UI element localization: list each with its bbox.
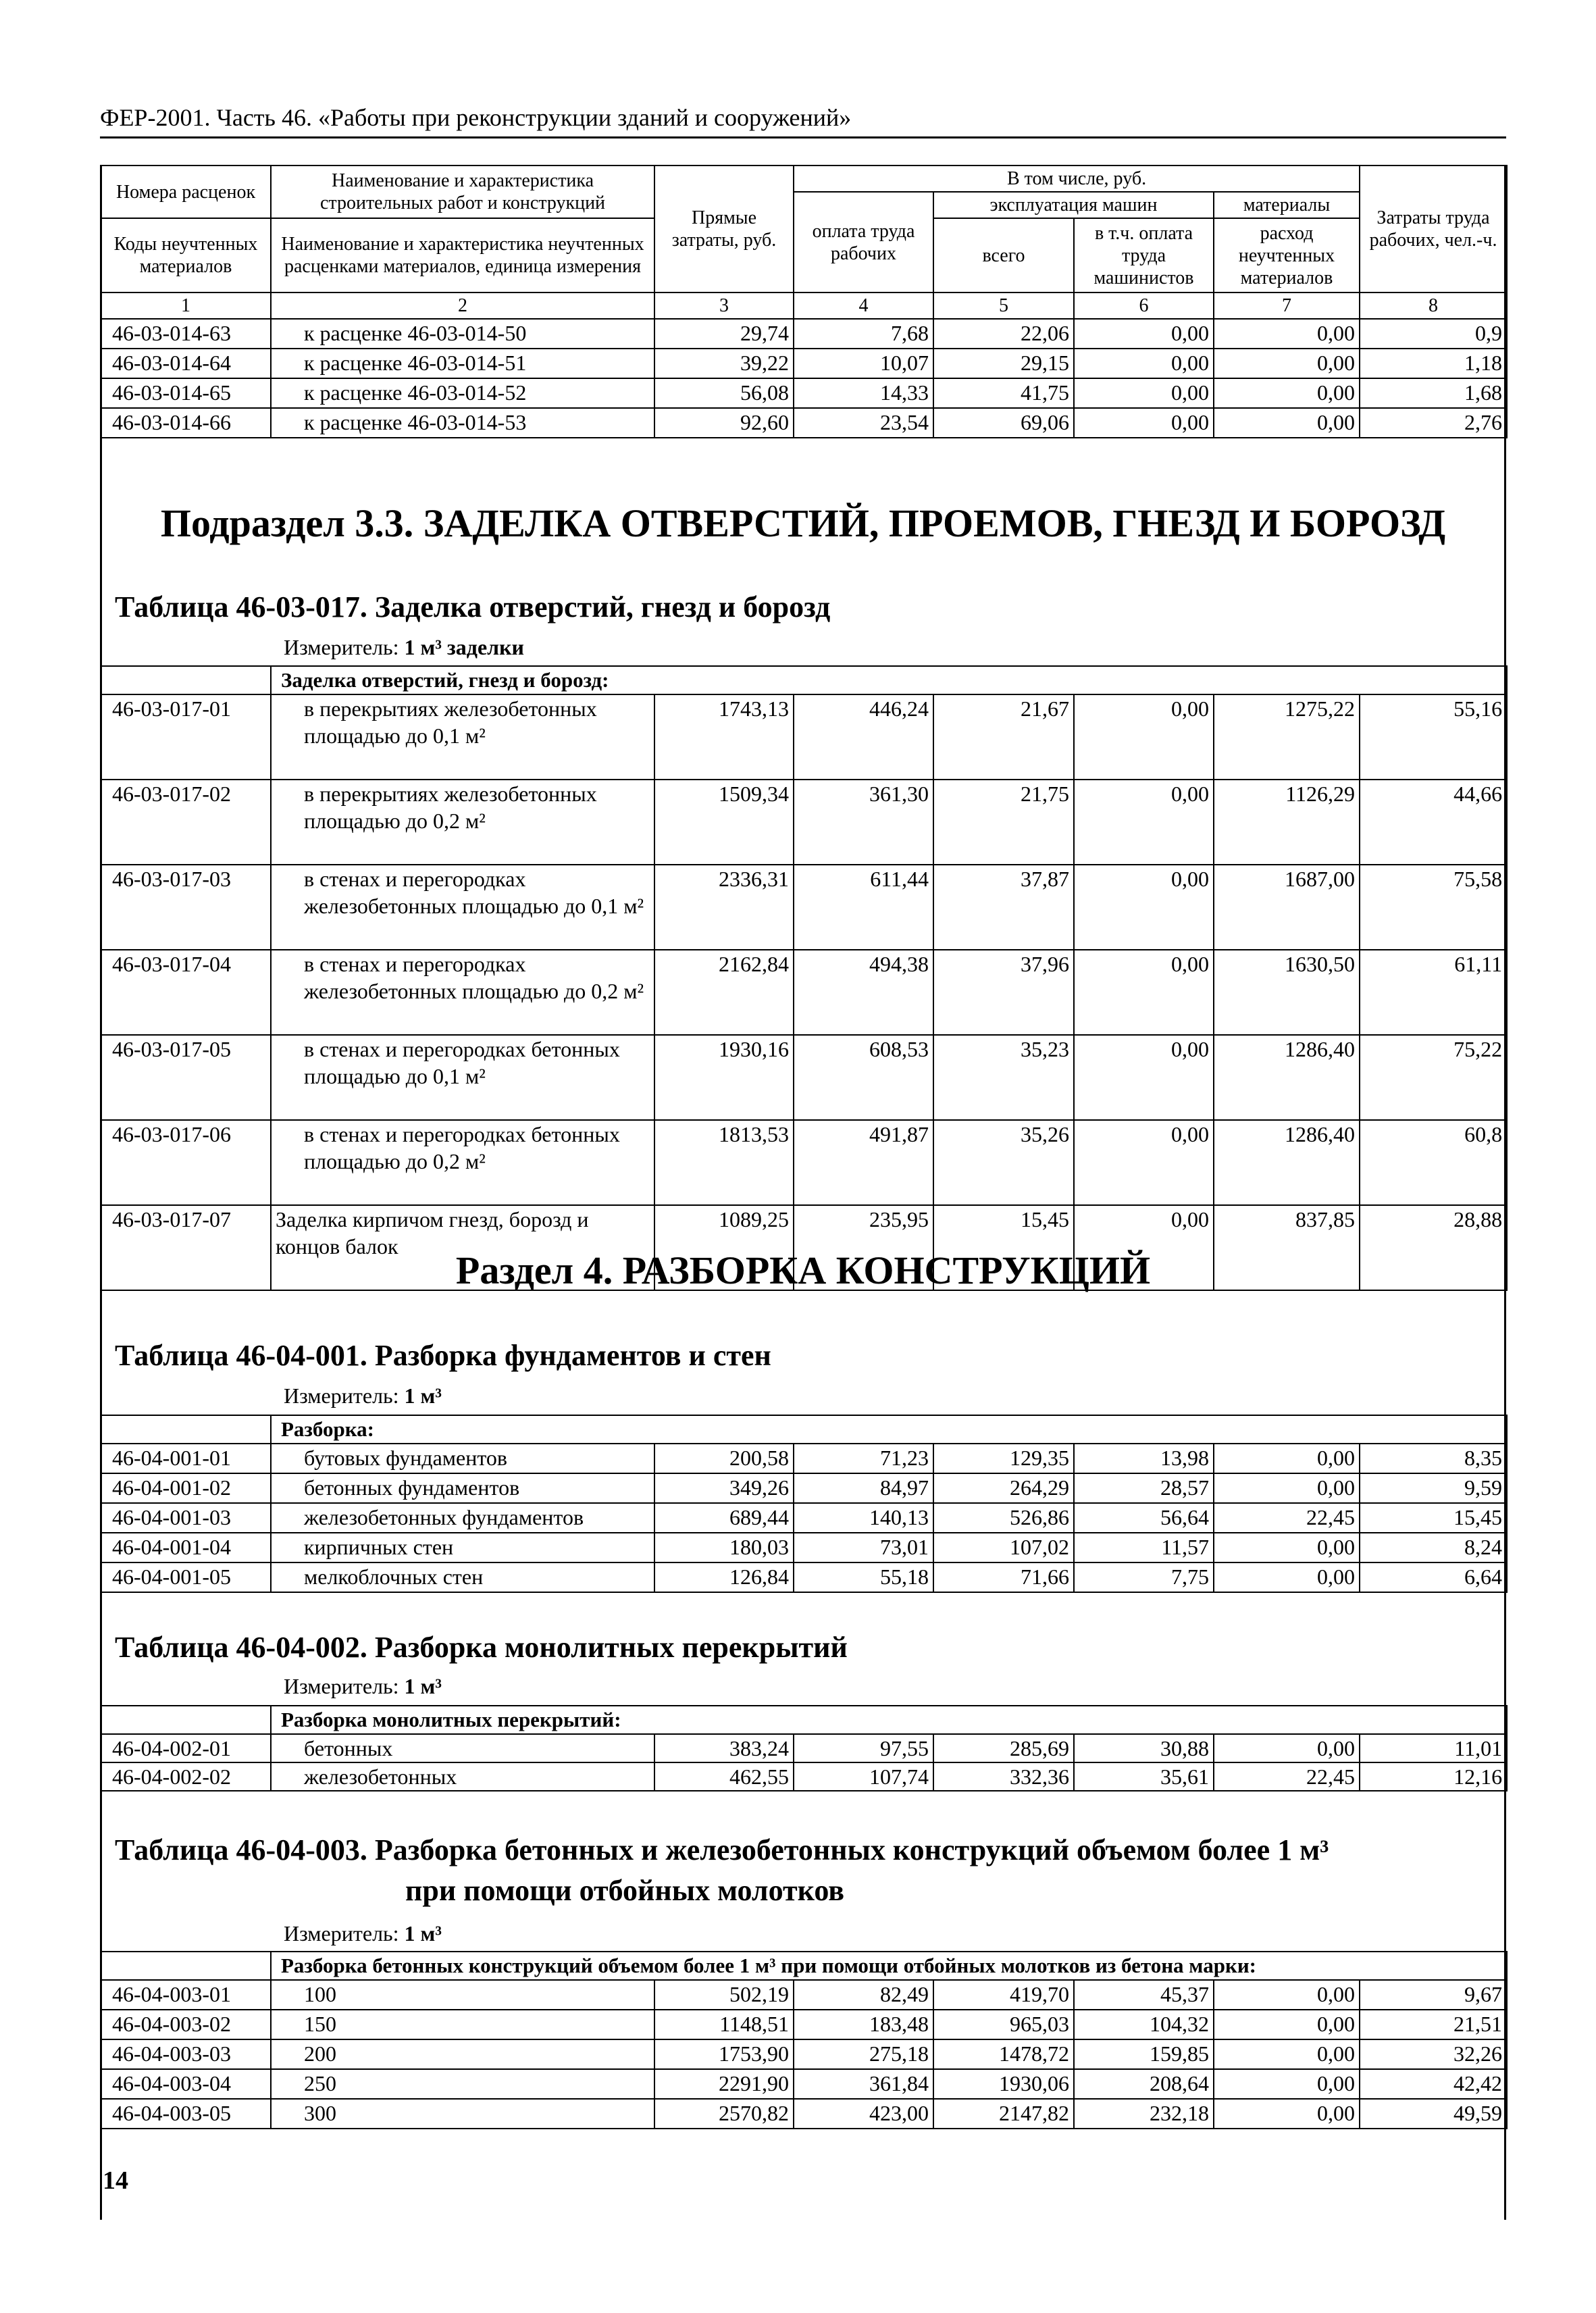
value-cell: 14,33 [794,378,933,408]
table-row [101,950,1507,1035]
value-cell: 526,86 [933,1503,1074,1533]
value-cell: 32,26 [1360,2039,1507,2069]
rate-code: 46-04-003-05 [101,2099,271,2129]
work-name: в стенах и перегородках железобетонных площадью до 0,1 м² [271,865,654,950]
rate-code: 46-04-003-01 [101,1980,271,2010]
measure-label: Измеритель: [284,1383,399,1408]
value-cell: 11,57 [1074,1533,1214,1562]
value-cell: 0,00 [1074,694,1214,780]
value-cell: 129,35 [933,1444,1074,1473]
group-label: Разборка бетонных конструкций объемом более 1 м³ при помощи отбойных молотков из бетона марки: [271,1952,1507,1980]
value-cell: 6,64 [1360,1562,1507,1592]
value-cell: 361,84 [794,2069,933,2099]
table-title-46-03-017: Таблица 46-03-017. Заделка отверстий, гнезд и борозд [115,590,831,624]
rate-code: 46-03-017-04 [101,950,271,1035]
value-cell: 9,67 [1360,1980,1507,2010]
table-row [101,2069,1507,2099]
table-row [101,1120,1507,1205]
rates-table-46-04-002 [100,1705,1508,1791]
work-name: в стенах и перегородках железобетонных площадью до 0,2 м² [271,950,654,1035]
value-cell: 159,85 [1074,2039,1214,2069]
rate-code: 46-03-017-01 [101,694,271,780]
value-cell: 1930,06 [933,2069,1074,2099]
col-number: 1 [101,293,271,319]
work-name: бутовых фундаментов [271,1444,654,1473]
col-number: 6 [1074,293,1214,319]
value-cell: 44,66 [1360,780,1507,865]
value-cell: 82,49 [794,1980,933,2010]
table-row [101,865,1507,950]
table-row [101,1980,1507,2010]
work-name: кирпичных стен [271,1533,654,1562]
col-labor-pay: оплата труда рабочих [794,192,933,293]
value-cell: 0,00 [1074,378,1214,408]
col-number: 2 [271,293,654,319]
value-cell: 0,00 [1074,1035,1214,1120]
col-labor-cost: Затраты труда рабочих, чел.-ч. [1360,166,1507,293]
value-cell: 2147,82 [933,2099,1074,2129]
value-cell: 12,16 [1360,1762,1507,1791]
value-cell: 28,88 [1360,1205,1507,1290]
rate-code: 46-04-001-03 [101,1503,271,1533]
col-number: 3 [654,293,794,319]
value-cell: 71,23 [794,1444,933,1473]
value-cell: 8,24 [1360,1533,1507,1562]
value-cell: 23,54 [794,408,933,438]
value-cell: 611,44 [794,865,933,950]
table-row [101,1503,1507,1533]
value-cell: 361,30 [794,780,933,865]
value-cell: 7,75 [1074,1562,1214,1592]
table-title-46-04-002: Таблица 46-04-002. Разборка монолитных перекрытий [115,1631,848,1664]
table-row [101,1533,1507,1562]
table-row [101,2099,1507,2129]
value-cell: 608,53 [794,1035,933,1120]
value-cell: 446,24 [794,694,933,780]
value-cell: 126,84 [654,1562,794,1592]
col-number: 4 [794,293,933,319]
table-row [101,1444,1507,1473]
value-cell: 1275,22 [1214,694,1360,780]
table-row [101,2039,1507,2069]
value-cell: 140,13 [794,1503,933,1533]
work-name: бетонных [271,1734,654,1762]
col-code-top: Номера расценок [101,166,271,218]
work-name: железобетонных фундаментов [271,1503,654,1533]
work-name: железобетонных [271,1762,654,1791]
value-cell: 55,16 [1360,694,1507,780]
value-cell: 10,07 [794,349,933,378]
value-cell: 1286,40 [1214,1120,1360,1205]
work-name: 250 [271,2069,654,2099]
value-cell: 502,19 [654,1980,794,2010]
work-name: 300 [271,2099,654,2129]
value-cell: 349,26 [654,1473,794,1503]
value-cell: 84,97 [794,1473,933,1503]
section-title-4: Раздел 4. РАЗБОРКА КОНСТРУКЦИЙ [455,1248,1151,1292]
value-cell: 332,36 [933,1762,1074,1791]
table-title-46-04-003: Таблица 46-04-003. Разборка бетонных и железобетонных конструкций объемом более 1 м³ [115,1833,1329,1866]
value-cell: 0,00 [1214,378,1360,408]
rates-table-46-03-017 [100,665,1508,1291]
value-cell: 97,55 [794,1734,933,1762]
value-cell: 60,8 [1360,1120,1507,1205]
value-cell: 1089,25 [654,1205,794,1290]
work-name: мелкоблочных стен [271,1562,654,1592]
value-cell: 13,98 [1074,1444,1214,1473]
value-cell: 0,00 [1214,2069,1360,2099]
col-machines: эксплуатация машин [933,192,1214,218]
value-cell: 383,24 [654,1734,794,1762]
value-cell: 200,58 [654,1444,794,1473]
value-cell: 180,03 [654,1533,794,1562]
value-cell: 0,00 [1214,1562,1360,1592]
value-cell: 689,44 [654,1503,794,1533]
col-number: 7 [1214,293,1360,319]
page-number: 14 [103,2166,128,2195]
rate-code: 46-04-001-05 [101,1562,271,1592]
value-cell: 1478,72 [933,2039,1074,2069]
measure-46-04-001 [284,1382,442,1409]
value-cell: 235,95 [794,1205,933,1290]
value-cell: 22,06 [933,319,1074,349]
rate-code: 46-04-001-01 [101,1444,271,1473]
value-cell: 56,64 [1074,1503,1214,1533]
value-cell: 0,00 [1214,1473,1360,1503]
value-cell: 56,08 [654,378,794,408]
value-cell: 1,68 [1360,378,1507,408]
work-name: к расценке 46-03-014-50 [271,319,654,349]
value-cell: 75,22 [1360,1035,1507,1120]
work-name: 200 [271,2039,654,2069]
value-cell: 264,29 [933,1473,1074,1503]
value-cell: 29,15 [933,349,1074,378]
measure-label: Измеритель: [284,1921,399,1946]
value-cell: 494,38 [794,950,933,1035]
value-cell: 39,22 [654,349,794,378]
value-cell: 2,76 [1360,408,1507,438]
value-cell: 0,00 [1074,349,1214,378]
value-cell: 423,00 [794,2099,933,2129]
table-row [101,1035,1507,1120]
col-materials-sub: расход неучтенных материалов [1214,218,1360,293]
work-name: Заделка кирпичом гнезд, борозд и концов балок [271,1205,654,1290]
table-row [101,1562,1507,1592]
col-incl: В том числе, руб. [794,166,1360,192]
col-name-bottom: Наименование и характеристика неучтенных расценками материалов, единица измерения [271,218,654,293]
value-cell: 0,00 [1214,1533,1360,1562]
col-direct: Прямые затраты, руб. [654,166,794,293]
value-cell: 1743,13 [654,694,794,780]
rate-code: 46-03-017-05 [101,1035,271,1120]
value-cell: 22,45 [1214,1762,1360,1791]
col-number: 5 [933,293,1074,319]
value-cell: 1687,00 [1214,865,1360,950]
page-header: ФЕР-2001. Часть 46. «Работы при реконструкции зданий и сооружений» [100,101,1506,138]
col-machines-total: всего [933,218,1074,293]
value-cell: 35,23 [933,1035,1074,1120]
value-cell: 0,00 [1214,408,1360,438]
table-row [101,2010,1507,2039]
value-cell: 9,59 [1360,1473,1507,1503]
value-cell: 2162,84 [654,950,794,1035]
rate-code: 46-04-002-02 [101,1762,271,1791]
col-number: 8 [1360,293,1507,319]
value-cell: 0,00 [1214,349,1360,378]
value-cell: 0,00 [1074,319,1214,349]
value-cell: 29,74 [654,319,794,349]
value-cell: 0,00 [1214,2010,1360,2039]
value-cell: 491,87 [794,1120,933,1205]
value-cell: 8,35 [1360,1444,1507,1473]
rate-code: 46-03-017-03 [101,865,271,950]
value-cell: 75,58 [1360,865,1507,950]
group-label: Заделка отверстий, гнезд и борозд: [271,666,1507,694]
value-cell: 41,75 [933,378,1074,408]
value-cell: 0,00 [1214,1980,1360,2010]
value-cell: 0,00 [1214,319,1360,349]
rate-code: 46-03-017-06 [101,1120,271,1205]
value-cell: 0,00 [1214,2099,1360,2129]
table-row [101,378,1507,408]
value-cell: 0,00 [1074,408,1214,438]
work-name: в стенах и перегородках бетонных площадью до 0,2 м² [271,1120,654,1205]
value-cell: 22,45 [1214,1503,1360,1533]
col-name-top: Наименование и характеристика строительных работ и конструкций [271,166,654,218]
work-name: к расценке 46-03-014-51 [271,349,654,378]
value-cell: 21,75 [933,780,1074,865]
rate-code: 46-03-014-65 [101,378,271,408]
value-cell: 2291,90 [654,2069,794,2099]
rate-code: 46-03-017-07 [101,1205,271,1290]
rate-code: 46-04-003-02 [101,2010,271,2039]
work-name: к расценке 46-03-014-53 [271,408,654,438]
value-cell: 11,01 [1360,1734,1507,1762]
value-cell: 1148,51 [654,2010,794,2039]
rates-table-014 [100,165,1508,438]
rate-code: 46-03-017-02 [101,780,271,865]
table-title-46-04-001: Таблица 46-04-001. Разборка фундаментов и стен [115,1339,771,1372]
measure-46-04-003 [284,1920,442,1947]
value-cell: 107,02 [933,1533,1074,1562]
value-cell: 1,18 [1360,349,1507,378]
value-cell: 1753,90 [654,2039,794,2069]
value-cell: 49,59 [1360,2099,1507,2129]
table-row [101,780,1507,865]
value-cell: 55,18 [794,1562,933,1592]
value-cell: 2336,31 [654,865,794,950]
value-cell: 1813,53 [654,1120,794,1205]
col-machines-labor: в т.ч. оплата труда машинистов [1074,218,1214,293]
table-row [101,408,1507,438]
value-cell: 232,18 [1074,2099,1214,2129]
value-cell: 42,42 [1360,2069,1507,2099]
rate-code: 46-03-014-66 [101,408,271,438]
work-name: в перекрытиях железобетонных площадью до 0,1 м² [271,694,654,780]
table-row [101,1734,1507,1762]
table-row [101,349,1507,378]
value-cell: 37,96 [933,950,1074,1035]
measure-46-04-002 [284,1673,442,1700]
measure-value: 1 м³ [404,1921,442,1946]
rates-table-46-04-003 [100,1951,1508,2129]
table-row [101,694,1507,780]
value-cell: 1930,16 [654,1035,794,1120]
value-cell: 0,00 [1074,865,1214,950]
measure-value: 1 м³ заделки [404,635,524,659]
value-cell: 92,60 [654,408,794,438]
value-cell: 1286,40 [1214,1035,1360,1120]
table-row [101,319,1507,349]
value-cell: 30,88 [1074,1734,1214,1762]
work-name: к расценке 46-03-014-52 [271,378,654,408]
value-cell: 28,57 [1074,1473,1214,1503]
rate-code: 46-03-014-63 [101,319,271,349]
group-label: Разборка монолитных перекрытий: [271,1706,1507,1734]
group-label: Разборка: [271,1415,1507,1444]
value-cell: 35,26 [933,1120,1074,1205]
work-name: 100 [271,1980,654,2010]
value-cell: 0,00 [1214,1734,1360,1762]
value-cell: 208,64 [1074,2069,1214,2099]
value-cell: 0,00 [1074,950,1214,1035]
col-materials: материалы [1214,192,1360,218]
value-cell: 7,68 [794,319,933,349]
value-cell: 1509,34 [654,780,794,865]
value-cell: 21,51 [1360,2010,1507,2039]
value-cell: 0,00 [1074,1120,1214,1205]
rate-code: 46-04-003-03 [101,2039,271,2069]
value-cell: 419,70 [933,1980,1074,2010]
rate-code: 46-03-014-64 [101,349,271,378]
value-cell: 73,01 [794,1533,933,1562]
value-cell: 35,61 [1074,1762,1214,1791]
value-cell: 2570,82 [654,2099,794,2129]
value-cell: 285,69 [933,1734,1074,1762]
value-cell: 45,37 [1074,1980,1214,2010]
table-row [101,1473,1507,1503]
rate-code: 46-04-003-04 [101,2069,271,2099]
rate-code: 46-04-001-02 [101,1473,271,1503]
value-cell: 1630,50 [1214,950,1360,1035]
measure-label: Измеритель: [284,635,399,659]
value-cell: 965,03 [933,2010,1074,2039]
value-cell: 21,67 [933,694,1074,780]
table-title-46-04-003-line2: при помощи отбойных молотков [405,1874,845,1907]
value-cell: 837,85 [1214,1205,1360,1290]
value-cell: 0,00 [1074,780,1214,865]
section-title-3-3: Подраздел 3.3. ЗАДЕЛКА ОТВЕРСТИЙ, ПРОЕМОВ, ГНЕЗД И БОРОЗД [160,501,1446,545]
measure-label: Измеритель: [284,1674,399,1698]
value-cell: 15,45 [1360,1503,1507,1533]
value-cell: 107,74 [794,1762,933,1791]
measure-value: 1 м³ [404,1383,442,1408]
rate-code: 46-04-001-04 [101,1533,271,1562]
value-cell: 0,00 [1214,2039,1360,2069]
value-cell: 0,00 [1214,1444,1360,1473]
work-name: бетонных фундаментов [271,1473,654,1503]
measure-value: 1 м³ [404,1674,442,1698]
value-cell: 69,06 [933,408,1074,438]
work-name: в перекрытиях железобетонных площадью до 0,2 м² [271,780,654,865]
rates-table-46-04-001 [100,1415,1508,1593]
work-name: в стенах и перегородках бетонных площадью до 0,1 м² [271,1035,654,1120]
rate-code: 46-04-002-01 [101,1734,271,1762]
table-row [101,1762,1507,1791]
measure-46-03-017 [284,634,524,661]
value-cell: 275,18 [794,2039,933,2069]
value-cell: 71,66 [933,1562,1074,1592]
value-cell: 0,9 [1360,319,1507,349]
value-cell: 15,45 [933,1205,1074,1290]
value-cell: 1126,29 [1214,780,1360,865]
value-cell: 462,55 [654,1762,794,1791]
value-cell: 104,32 [1074,2010,1214,2039]
value-cell: 61,11 [1360,950,1507,1035]
col-code-bottom: Коды неучтенных материалов [101,218,271,293]
value-cell: 37,87 [933,865,1074,950]
value-cell: 183,48 [794,2010,933,2039]
value-cell: 0,00 [1074,1205,1214,1290]
work-name: 150 [271,2010,654,2039]
